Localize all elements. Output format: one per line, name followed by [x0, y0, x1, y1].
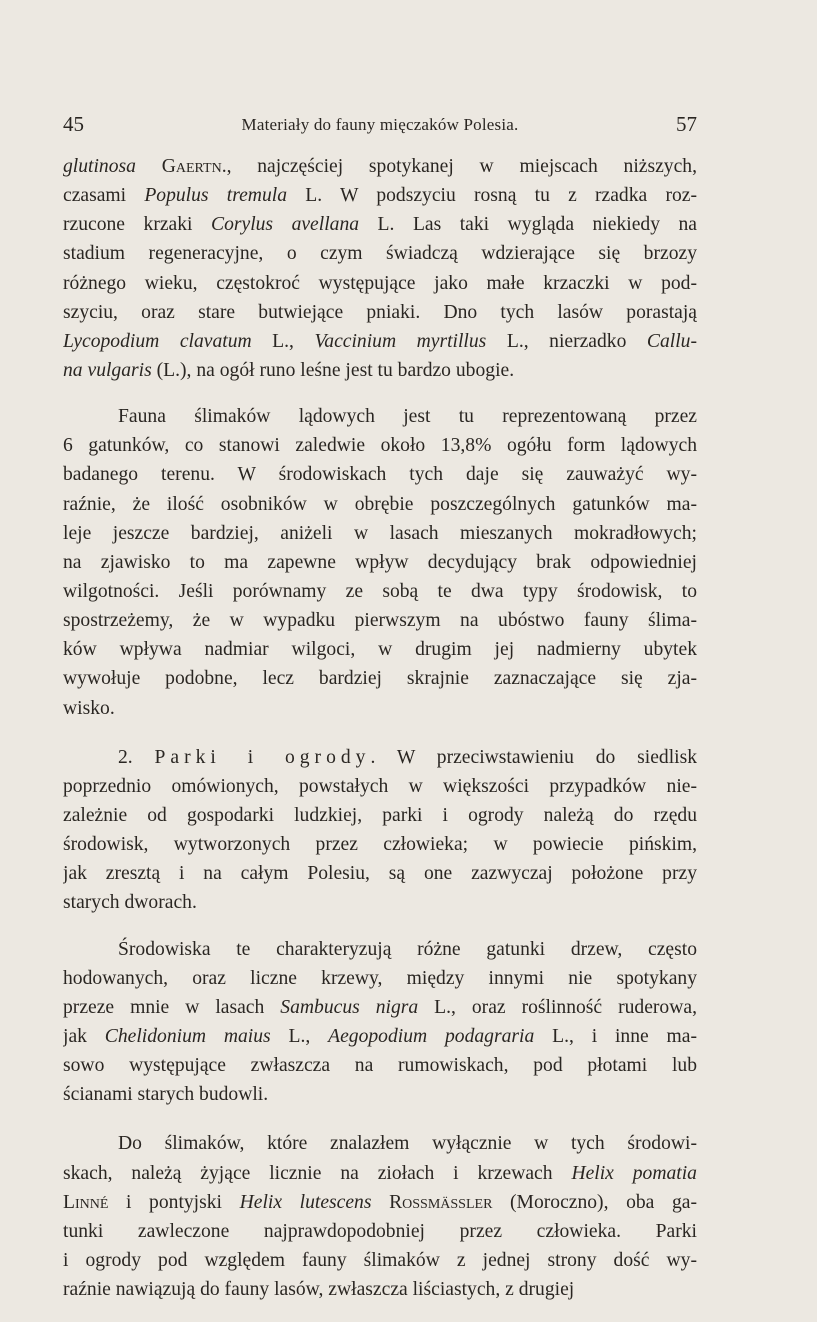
paragraph-gap [63, 723, 697, 743]
text-line [63, 664, 697, 693]
paragraph [63, 152, 697, 385]
taxon-name: Sambucus nigra [280, 996, 419, 1018]
text-run: L., oraz roślinność ruderowa, [418, 996, 697, 1018]
text-run: . W przeciwstawieniu do siedlisk [370, 746, 697, 768]
text-run: poprzednio omówionych, powstałych w większości przypadków nie- [63, 775, 697, 797]
text-run: ., najczęściej spotykanej w miejscach niższych, [221, 156, 697, 177]
text-run: Środowiska te charakteryzują różne gatunki drzew, często [118, 938, 697, 960]
text-line [63, 1217, 697, 1246]
taxon-name: Corylus avellana [211, 214, 360, 236]
text-run: L., nierzadko [486, 330, 647, 352]
text-run: i pontyjski [108, 1191, 240, 1213]
running-header [63, 112, 697, 140]
text-line [63, 181, 697, 210]
paragraph [63, 1129, 697, 1304]
text-line [63, 431, 697, 460]
text-run: L., [251, 330, 315, 352]
taxon-name: Vaccinium myrtillus [314, 330, 487, 352]
text-line [63, 888, 697, 917]
text-line [63, 1275, 697, 1304]
text-line [63, 1022, 697, 1051]
text-run: rzucone krzaki [63, 214, 211, 236]
text-run: skach, należą żyjące licznie na ziołach i krzewach [63, 1162, 572, 1184]
text-run: L., [270, 1025, 329, 1047]
paragraph [63, 935, 697, 1110]
text-line [63, 548, 697, 577]
text-line [63, 801, 697, 830]
text-run: L. W podszyciu rosną tu z rzadka roz- [287, 185, 697, 207]
running-title: Materiały do fauny mięczaków Polesia. [241, 115, 519, 134]
taxon-name: glutinosa [63, 156, 136, 177]
text-run: sowo występujące zwłaszcza na rumowiskach, pod płotami lub [63, 1055, 697, 1077]
text-run: L. Las taki wygląda niekiedy na [359, 214, 697, 236]
text-run: (L.), na ogół runo leśne jest tu bardzo ubogie. [151, 359, 515, 381]
taxon-name: na vulgaris [63, 359, 152, 381]
text-run: Fauna ślimaków lądowych jest tu reprezentowaną przez [118, 406, 697, 428]
taxon-name: Lycopodium clavatum [63, 330, 252, 352]
author-name: Rossmässler [389, 1191, 493, 1213]
text-run: hodowanych, oraz liczne krzewy, między innymi nie spotykany [63, 967, 697, 989]
text-line [63, 152, 697, 181]
text-run: badanego terenu. W środowiskach tych daje się zauważyć wy- [63, 464, 697, 486]
text-line [63, 830, 697, 859]
section-number: 45 [63, 112, 84, 136]
text-line [63, 993, 697, 1022]
taxon-name: Helix lutescens [239, 1191, 372, 1213]
text-run: różnego wieku, częstokroć występujące jako małe krzaczki w pod- [63, 272, 697, 294]
text-line [63, 1080, 697, 1109]
paragraph-gap [63, 385, 697, 402]
text-line [63, 694, 697, 723]
text-line [63, 1188, 697, 1217]
text-run: jak zresztą i na całym Polesiu, są one zazwyczaj położone przy [63, 863, 697, 885]
text-run: 2. [118, 746, 155, 768]
paragraph-gap [63, 918, 697, 935]
taxon-name: Aegopodium podagraria [328, 1025, 535, 1047]
text-run: wisko. [63, 697, 115, 719]
text-line [63, 210, 697, 239]
text-run: raźnie nawiązują do fauny lasów, zwłaszcza liściastych, z drugiej [63, 1279, 575, 1301]
taxon-name: Callu- [646, 330, 697, 352]
text-line [63, 402, 697, 431]
text-run: środowisk, wytworzonych przez człowieka; w powiecie pińskim, [63, 834, 697, 856]
taxon-name: Chelidonium maius [104, 1025, 271, 1047]
text-run: i ogrody pod względem fauny ślimaków z jednej strony dość wy- [63, 1249, 697, 1271]
taxon-name: Populus tremula [144, 185, 287, 207]
text-run: 6 gatunków, co stanowi zaledwie około 13,8% ogółu form lądowych [63, 435, 697, 457]
text-line [63, 577, 697, 606]
text-line [63, 298, 697, 327]
text-line [63, 743, 697, 772]
page-number: 57 [676, 112, 697, 136]
text-line [63, 460, 697, 489]
text-line [63, 772, 697, 801]
text-run: tunki zawleczone najprawdopodobniej przez człowieka. Parki [63, 1220, 697, 1242]
text-run [371, 1192, 389, 1213]
text-line [63, 269, 697, 298]
text-line [63, 964, 697, 993]
text-line [63, 859, 697, 888]
text-line [63, 356, 697, 385]
text-run: zależnie od gospodarki ludzkiej, parki i ogrody należą do rzędu [63, 804, 697, 826]
text-line [63, 1051, 697, 1080]
text-line [63, 1246, 697, 1275]
text-run: wilgotności. Jeśli porównamy ze sobą te dwa typy środowisk, to [63, 580, 697, 602]
text-run: przeze mnie w lasach [63, 996, 281, 1018]
paragraph [63, 402, 697, 723]
text-run: (Moroczno), oba ga- [492, 1191, 697, 1213]
text-run: wywołuje podobne, lecz bardziej skrajnie zaznaczające się zja- [63, 668, 697, 690]
text-line [63, 490, 697, 519]
author-name: Linné [63, 1191, 109, 1213]
text-run [136, 156, 162, 177]
text-line [63, 935, 697, 964]
text-run: Do ślimaków, które znalazłem wyłącznie w tych środowi- [118, 1133, 697, 1155]
text-run: raźnie, że ilość osobników w obrębie poszczególnych gatunków ma- [63, 493, 697, 515]
text-line [63, 239, 697, 268]
text-line [63, 519, 697, 548]
text-line [63, 635, 697, 664]
text-run: starych dworach. [63, 892, 197, 914]
text-run: na zjawisko to ma zapewne wpływ decydujący brak odpowiedniej [63, 551, 697, 573]
text-run: spostrzeżemy, że w wypadku pierwszym na ubóstwo fauny ślima- [63, 610, 697, 632]
text-line [63, 1129, 697, 1158]
text-run: ścianami starych budowli. [63, 1084, 269, 1106]
text-line [63, 327, 697, 356]
text-run: L., i inne ma- [534, 1025, 697, 1047]
text-line [63, 606, 697, 635]
paragraph [63, 743, 697, 918]
section-heading: Parki i ogrody [154, 746, 371, 768]
text-run: stadium regeneracyjne, o czym świadczą wdzierające się brzozy [63, 243, 697, 265]
text-run: leje jeszcze bardziej, aniżeli w lasach mieszanych mokradłowych; [63, 522, 697, 544]
author-name: Gaertn [161, 156, 222, 177]
text-run: jak [63, 1025, 105, 1047]
body-text [63, 152, 697, 1304]
text-line [63, 1159, 697, 1188]
text-run: czasami [63, 185, 145, 207]
taxon-name: Helix pomatia [571, 1162, 697, 1184]
text-run: ków wpływa nadmiar wilgoci, w drugim jej nadmierny ubytek [63, 639, 697, 661]
paragraph-gap [63, 1109, 697, 1129]
text-run: szyciu, oraz stare butwiejące pniaki. Dno tych lasów porastają [63, 301, 697, 323]
